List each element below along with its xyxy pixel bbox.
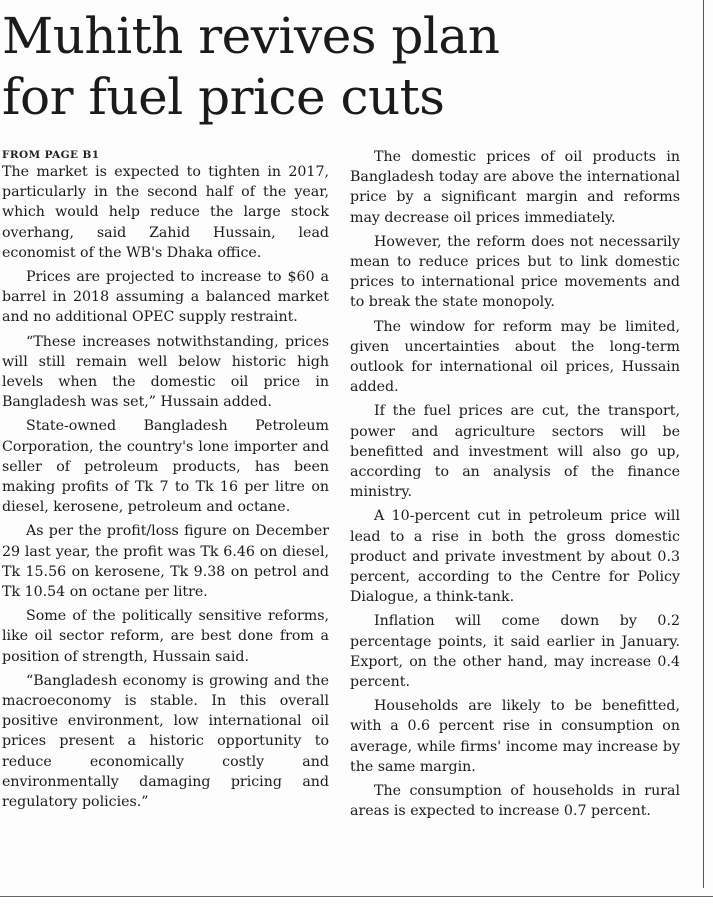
paragraph: Households are likely to be benefitted, with a 0.6 percent rise in consumption on average, while firms' income may increase by the same margin.	[350, 698, 680, 775]
paragraph: As per the profit/loss figure on December 29 last year, the profit was Tk 6.46 on diesel, Tk 15.56 on kerosene, Tk 9.38 on petrol and Tk 10.54 on octane per litre.	[2, 523, 329, 601]
paragraph: Some of the politically sensitive reforms, like oil sector reform, are best done from a position of strength, Hussain said.	[2, 608, 329, 665]
paragraph: Prices are projected to increase to $60 a barrel in 2018 assuming a balanced market and no additional OPEC supply restraint.	[2, 269, 329, 326]
paragraph: Inflation will come down by 0.2 percentage points, it said earlier in January. Export, on the other hand, may increase 0.4 percent.	[350, 613, 680, 691]
paragraph: “These increases notwithstanding, prices will still remain well below historic high levels when the domestic oil price in Bangladesh was set,” Hussain added.	[2, 333, 329, 411]
article-column-right	[350, 147, 680, 826]
headline-line-1: Muhith revives plan	[2, 7, 500, 65]
headline	[2, 6, 499, 128]
paragraph: The domestic prices of oil products in Bangladesh today are above the international price by a significant margin and reforms may decrease oil prices immediately.	[350, 149, 680, 226]
dateline: FROM PAGE B1	[2, 149, 100, 161]
paragraph: The market is expected to tighten in 2017, particularly in the second half of the year, which would help reduce the large stock overhang, said Zahid Hussain, lead economist of the WB's Dhaka office.	[2, 164, 329, 261]
paragraph: A 10-percent cut in petroleum price will lead to a rise in both the gross domestic product and private investment by about 0.3 percent, according to the Centre for Policy Dialogue, a think-tank.	[350, 508, 680, 606]
paragraph: “Bangladesh economy is growing and the macroeconomy is stable. In this overall positive environment, low international oil prices present a historic opportunity to reduce economically costly and environmentally damaging pricing and regulatory policies.”	[2, 672, 329, 811]
paragraph: However, the reform does not necessarily mean to reduce prices but to link domestic prices to international price movements and to break the state monopoly.	[350, 233, 680, 311]
bottom-rule	[0, 896, 713, 897]
paragraph: If the fuel prices are cut, the transport, power and agriculture sectors will be benefitted and investment will also go up, according to an analysis of the finance ministry.	[350, 403, 680, 501]
paragraph: State-owned Bangladesh Petroleum Corporation, the country's lone importer and seller of petroleum products, has been making profits of Tk 7 to Tk 16 per litre on diesel, kerosene, petroleum and octane.	[2, 418, 329, 516]
column-divider-rule	[703, 0, 704, 888]
paragraph: The consumption of households in rural areas is expected to increase 0.7 percent.	[350, 783, 680, 820]
article-column-left	[2, 148, 329, 816]
paragraph: The window for reform may be limited, given uncertainties about the long-term outlook for international oil prices, Hussain added.	[350, 318, 680, 396]
headline-line-2: for fuel price cuts	[2, 68, 445, 126]
